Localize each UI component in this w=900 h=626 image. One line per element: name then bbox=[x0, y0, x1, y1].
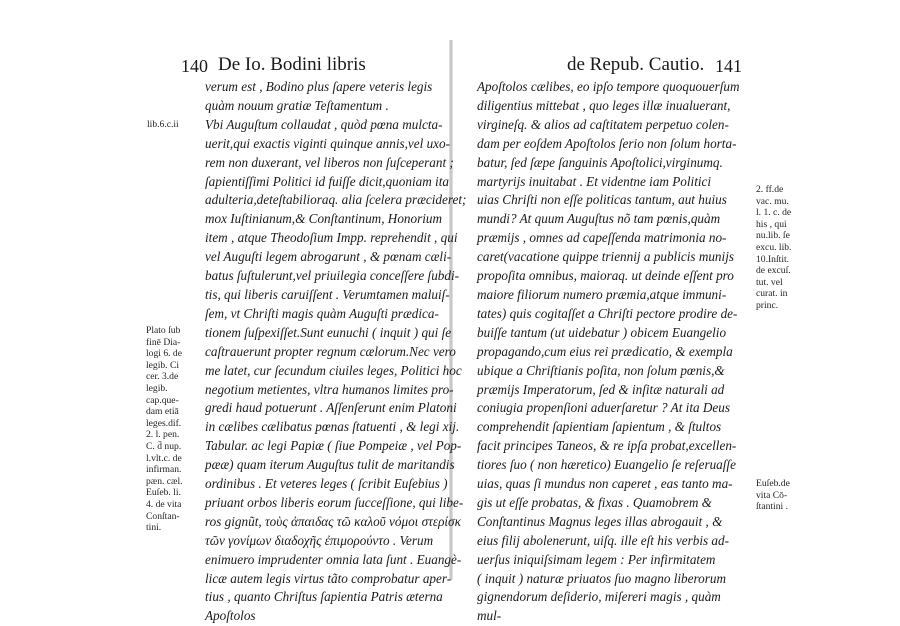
margin-note-line: leges.dif. bbox=[146, 417, 182, 429]
text-line: pææ) quam iterum Auguſtus tulit de maritandis bbox=[205, 457, 455, 473]
margin-note-line: cer. 3.de bbox=[146, 371, 179, 383]
text-line: virgineſq. & alios ad caſtitatem perpetuo colen- bbox=[477, 116, 729, 132]
text-line: gignendorum deſiderio, miſereri magis , quàm bbox=[477, 589, 721, 605]
text-line: tis, qui liberis caruiſſent . Verumtamen maluiſ- bbox=[205, 286, 450, 302]
text-line: tius , quanto Chriſtus ſapientia Patris æterna bbox=[205, 589, 443, 605]
margin-note-line: legib. bbox=[146, 382, 168, 394]
margin-note-line: lib.6.c.ii bbox=[147, 119, 179, 130]
right-margin-note-2 bbox=[756, 478, 790, 513]
left-running-header: De Io. Bodini libris bbox=[218, 54, 366, 75]
text-line: Apoſtolos cælibes, eo ipſo tempore quoquouerſum bbox=[477, 79, 740, 94]
text-line: tiores ſuo ( non hæretico) Euangelio ſe reſeruaſſe bbox=[477, 457, 736, 473]
text-line: tates) quis cogitaſſet a Chriſti pectore prodire de- bbox=[477, 305, 738, 321]
text-line: negotium metientes, vltra humanos limites pro- bbox=[205, 381, 454, 397]
text-line: ros gignũt, τοὺς ἀπαιδας τῶ καλοῦ νόμοι στερίσκ bbox=[205, 513, 461, 529]
text-line: enimuero imprudenter omnia lata ſunt . Euangè- bbox=[205, 551, 462, 567]
margin-note-line: tut. vel bbox=[756, 276, 783, 288]
text-line: vel Auguſti legem abrogarunt , & pœnam cæli- bbox=[205, 249, 452, 265]
text-line: uerit,qui exactis viginti quinque annis,vel uxo- bbox=[205, 135, 451, 151]
text-line: mul- bbox=[477, 608, 502, 624]
margin-note-line: excu. lib. bbox=[756, 241, 792, 253]
margin-note-line: Conſtan- bbox=[146, 510, 180, 522]
margin-note-line: princ. bbox=[756, 299, 779, 311]
text-line: quàm nouum gratiæ Teſtamentum . bbox=[205, 97, 389, 113]
text-line: Apoſtolos bbox=[205, 608, 256, 624]
margin-note-line: curat. in bbox=[756, 288, 788, 300]
margin-note-line: 2. ff.de bbox=[756, 184, 784, 195]
text-line: mox Iuſtinianum,& Conſtantinum, Honorium bbox=[205, 211, 443, 227]
text-line: gredi haud potuerunt . Aſſenſerunt enim Platoni bbox=[205, 400, 457, 416]
text-line: buiſſe tantum (ut uidebatur ) obicem Euangelio bbox=[477, 324, 727, 340]
margin-note-line: 2. l. pen. bbox=[146, 429, 180, 441]
text-line: ſapientiſſimi Politici id fuiſſe dicit,quoniam ita bbox=[205, 173, 449, 189]
text-line: ſem, vt Chriſti magis quàm Auguſti prædica- bbox=[205, 305, 439, 321]
margin-note-line: dam etiā bbox=[146, 406, 179, 418]
text-line: martyrijs inuitabat . Et videntne iam Politici bbox=[477, 173, 712, 189]
left-page-number: 140 bbox=[181, 56, 208, 76]
text-line: caſtrauerunt propter regnum cælorum.Nec vero bbox=[205, 343, 456, 359]
text-line: caret(vacatione quippe triennij a publicis munijs bbox=[477, 249, 734, 265]
text-line: me latet, cur ſecundum ciuiles leges, Politici hoc bbox=[205, 362, 462, 378]
margin-note-line: 10.Inſtit. bbox=[756, 253, 790, 265]
margin-note-line: pæn. cæl. bbox=[146, 475, 183, 487]
text-line: rem non duxerant, vel liberos non ſuſceperant ; bbox=[205, 154, 454, 170]
text-line: priuant orbos liberis eorum ſucceſſione, qui libe- bbox=[205, 494, 464, 510]
margin-note-line: his , qui bbox=[756, 218, 787, 230]
text-line: verum est , Bodino plus ſapere veteris legis bbox=[205, 79, 433, 94]
margin-note-line: Euſeb.de bbox=[756, 478, 790, 489]
text-line: in cælibes cælibatus pœnas ſtatuenti , & legi xij. bbox=[205, 419, 460, 435]
margin-note-line: cap.que- bbox=[146, 394, 179, 406]
text-line: propagando,cum eius rei prædicatio, & exempla bbox=[477, 343, 733, 359]
right-page-number: 141 bbox=[715, 56, 742, 76]
left-margin-note-1 bbox=[147, 119, 179, 131]
text-line: batus ſuſtulerunt,vel priuilegia conceſſere ſubdi- bbox=[205, 268, 460, 284]
margin-note-line: l. 1. c. de bbox=[756, 207, 792, 219]
margin-note-line: tini. bbox=[146, 522, 162, 534]
text-line: gis ut eſſe probatas, & fixas . Quamobrem & bbox=[477, 494, 712, 510]
text-line: uias Chriſti non eſſe politicas tantum, aut huius bbox=[477, 192, 727, 208]
text-line: maiore filiorum numero præmia,atque immuni- bbox=[477, 286, 727, 302]
margin-note-line: nu.lib. ſe bbox=[756, 230, 790, 242]
text-line: ordinibus . Et veteres leges ( ſcribit Euſebius ) bbox=[205, 476, 448, 492]
text-line: uias, quas ſi mundus non caperet , eas tanto ma- bbox=[477, 476, 733, 492]
margin-note-line: de excuſ. bbox=[756, 265, 791, 277]
text-line: batur, ſed ſæpe ſanguinis Apoſtolici,virginumq. bbox=[477, 154, 723, 170]
text-line: facit principes Taneos, & re ipſa probat,excellen- bbox=[477, 438, 737, 454]
text-line: propoſita omnibus, maioraq. ut deinde eſſent pro bbox=[477, 268, 734, 284]
text-line: tionem ſuſpexiſſet.Sunt eunuchi ( inquit ) qui ſe bbox=[205, 324, 452, 340]
right-body-text bbox=[477, 78, 740, 626]
text-line: Vbi Auguſtum collaudat , quòd pœna mulcta- bbox=[205, 116, 443, 132]
right-running-header: de Repub. Cautio. bbox=[567, 54, 705, 75]
text-line: Tabular. ac legi Papiæ ( ſiue Pompeiæ , vel Pop- bbox=[205, 438, 462, 454]
left-margin-note-2 bbox=[146, 325, 183, 534]
text-line: comprehendit ſapientiam ſapientum , & ſtultos bbox=[477, 419, 722, 435]
text-line: coniugia propenſioni aduerſaretur ? At ita Deus bbox=[477, 400, 730, 416]
margin-note-line: Plato ſub bbox=[146, 325, 181, 336]
text-line: præmijs Imperatorum, ſed & inſitæ naturali ad bbox=[477, 381, 725, 397]
text-line: Conſtantinus Magnus leges illas abrogauit , & bbox=[477, 513, 723, 529]
margin-note-line: C. d̄ nup. bbox=[146, 440, 182, 452]
text-line: præmijs , omnes ad capeſſenda matrimonia no- bbox=[477, 230, 727, 246]
margin-note-line: Euſeb. li. bbox=[146, 487, 181, 499]
right-page bbox=[452, 0, 900, 624]
margin-note-line: vita Cō- bbox=[756, 489, 788, 501]
margin-note-line: finē Dia- bbox=[146, 336, 181, 348]
text-line: licæ autem legis virtus tãto comprobatur aper- bbox=[205, 570, 452, 586]
text-line: τῶν γονίμων διαδοχῆς ἐπιμορούντο . Verum bbox=[205, 532, 434, 548]
text-line: adulteria,deteſtabilioraq. alia ſcelera præcideret; bbox=[205, 192, 467, 208]
margin-note-line: l.vlt.c. de bbox=[146, 452, 182, 464]
right-margin-note-1 bbox=[756, 184, 791, 312]
text-line: ubique a Chriſtianis poſita, non ſolum pœnis,& bbox=[477, 362, 725, 378]
text-line: eius filij abolenerunt, uiſq. ille eſt his verbis ad- bbox=[477, 532, 729, 548]
left-body-text bbox=[205, 78, 467, 626]
margin-note-line: legib. Ci bbox=[146, 359, 180, 371]
margin-note-line: ſtantini . bbox=[756, 501, 788, 513]
margin-note-line: 4. de vita bbox=[146, 498, 182, 510]
margin-note-line: vac. mu. bbox=[756, 195, 789, 207]
text-line: diligentius mittebat , quo leges illæ inualuerant, bbox=[477, 97, 731, 113]
text-line: mundi? At quum Auguſtus nõ tam pœnis,quàm bbox=[477, 211, 721, 227]
text-line: item , atque Theodoſium Impp. reprehendit , qui bbox=[205, 230, 458, 246]
text-line: ( inquit ) naturæ priuatos ſuo magno liberorum bbox=[477, 570, 726, 586]
text-line: dam per eoſdem Apoſtolos ſerio non ſolum horta- bbox=[477, 135, 737, 151]
margin-note-line: logi 6. de bbox=[146, 348, 182, 360]
margin-note-line: infirman. bbox=[146, 464, 182, 476]
text-line: uerſus iniquiſsimam legem : Per infirmitatem bbox=[477, 551, 716, 567]
